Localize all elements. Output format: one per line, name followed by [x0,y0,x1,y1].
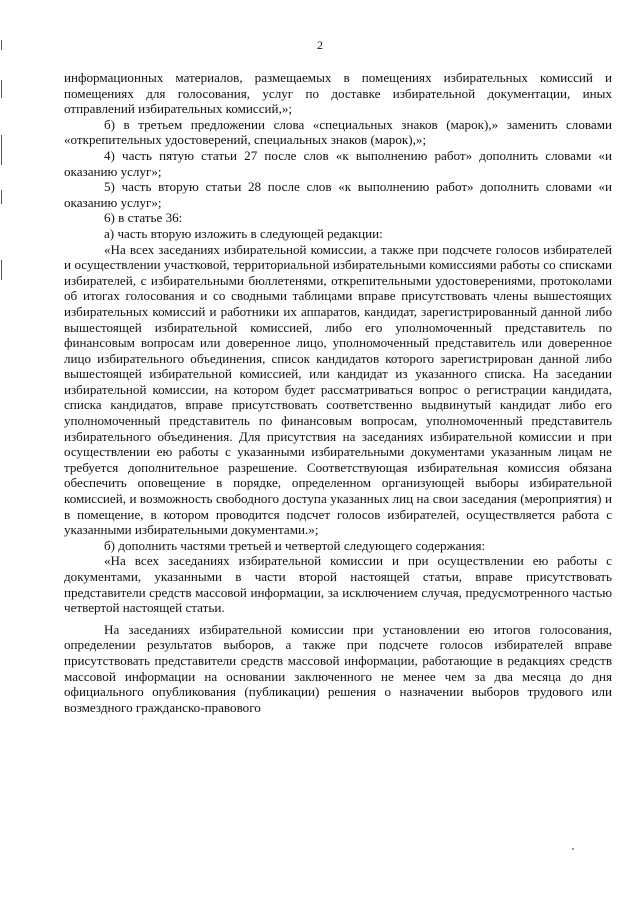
paragraph-5: 6) в статье 36: [104,210,183,226]
scan-margin-marks [0,40,4,340]
scan-speck [572,848,574,850]
paragraph-6: а) часть вторую изложить в следующей редакции: [104,225,383,241]
page-number: 2 [317,38,323,52]
paragraph-4: 5) часть вторую статьи 28 после слов «к выполнению работ» дополнить словами «и оказанию услуг»; [64,179,612,210]
document-body [64,70,612,715]
paragraph-9: «На всех заседаниях избирательной комиссии и при осуществлении ею работы с документами, указанными в части второй настоящей статьи, вправе присутствовать представители средств массовой информации, за исключением случая, предусмотренного частью четвертой настоящей статьи. [64,553,612,616]
paragraph-7: «На всех заседаниях избирательной комиссии, а также при подсчете голосов избирателей и осуществлении участковой, территориальной избирательными комиссиями работы со списками избирателей, с избирательными бюллетенями, открепительными удостоверениями, протоколами об итогах голосования и со сводными таблицами вправе присутствовать члены вышестоящих избирательных комиссий и работники их аппаратов, кандидат, зарегистрированный данной либо вышестоящей избирательной комиссией, либо его уполномоченный представитель по финансовым вопросам или доверенное лицо, уполномоченный представитель или доверенное лицо избирательного объединения, список кандидатов которого зарегистрирован данной либо вышестоящей избирательной комиссией, или кандидат из указанного списка. На заседании избирательной комиссии, на котором будет рассматриваться вопрос о регистрации кандидата, списка кандидатов, вправе присутствовать соответственно выдвинутый кандидат либо его уполномоченный представитель по финансовым вопросам, уполномоченный представитель избирательного объединения. Для присутствия на заседаниях избирательной комиссии и при осуществлении ею работы с указанными избирательными документами указанным лицам не требуется дополнительное разрешение. Соответствующая избирательная комиссия обязана обеспечить оповещение в порядке, определенном организующей выборы избирательной комиссией, и возможность свободного доступа указанных лиц на свои заседания (мероприятия) и в помещение, в котором проводится подсчет голосов избирателей, осуществляется работа с указанными избирательными документами.»; [64,241,612,538]
paragraph-8: б) дополнить частями третьей и четвертой следующего содержания: [104,537,486,553]
paragraph-3: 4) часть пятую статьи 27 после слов «к выполнению работ» дополнить словами «и оказанию услуг»; [64,147,612,179]
paragraph-10: На заседаниях избирательной комиссии при установлении ею итогов голосования, определении результатов выборов, а также при подсчете голосов избирателей вправе присутствовать представители средств массовой информации, работающие в редакциях средств массовой информации на основании заключенного не менее чем за два месяца до дня официального опубликования (публикации) решения о назначении выборов трудового или возмездного гражданско-правового [64,621,612,715]
paragraph-2: б) в третьем предложении слова «специальных знаков (марок),» заменить словами «открепительных удостоверений, специальных знаков (марок),»; [64,116,612,148]
paragraph-1: информационных материалов, размещаемых в помещениях избирательных комиссий и помещениях для голосования, услуг по доставке избирательной документации, иных отправлений избирательных комиссий,»; [64,70,612,117]
